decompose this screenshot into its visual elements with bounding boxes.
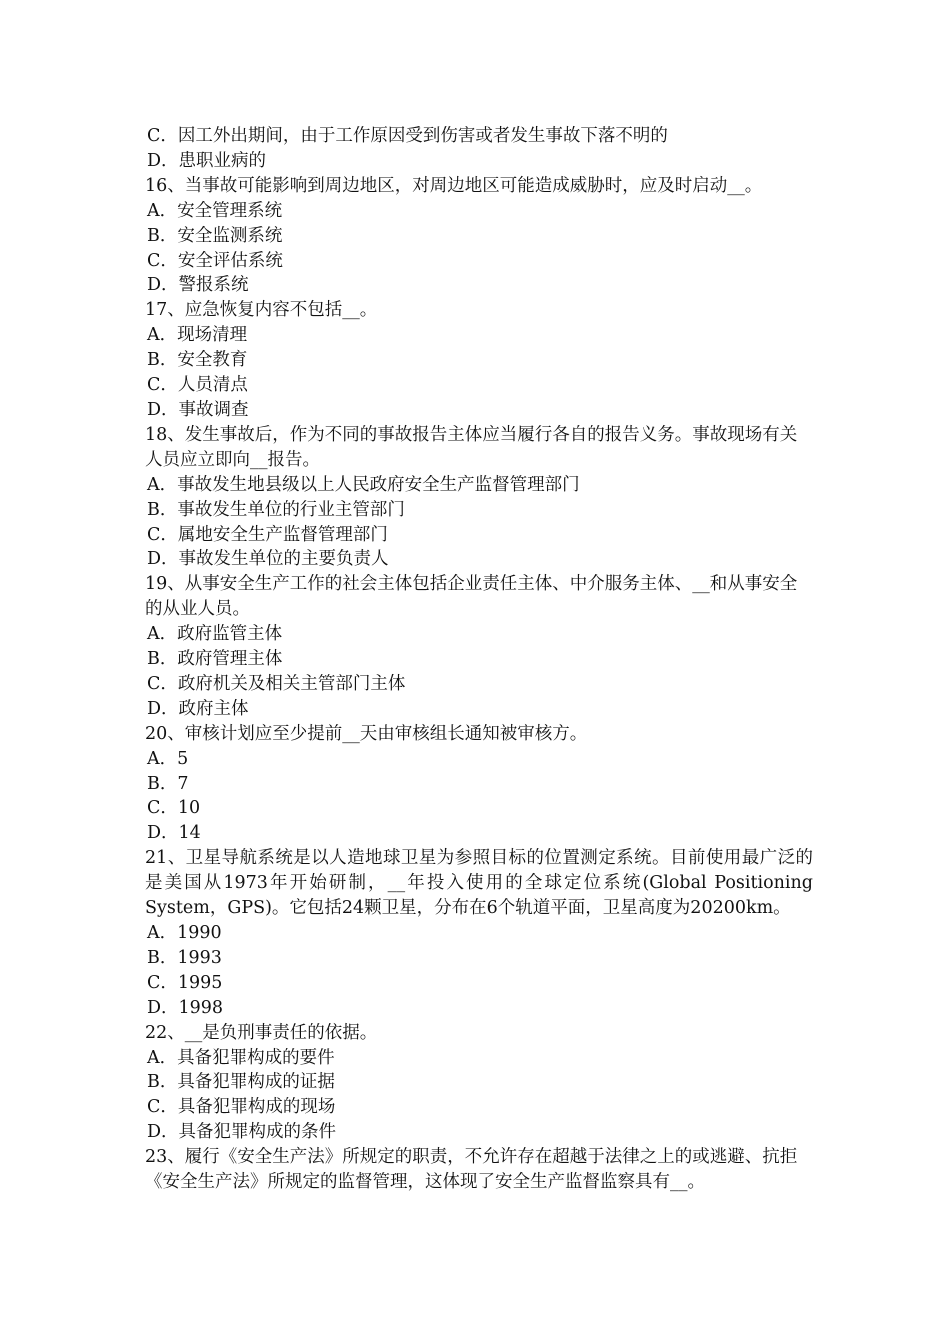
option-b: B．安全教育 (147, 350, 248, 371)
option-d: D．政府主体 (147, 698, 249, 719)
option-b: B．具备犯罪构成的证据 (147, 1072, 335, 1093)
option-d: D．14 (147, 823, 201, 844)
option-d: D．具备犯罪构成的条件 (147, 1122, 337, 1143)
option-d: D．事故调查 (147, 399, 249, 420)
option-b: B．安全监测系统 (147, 225, 283, 246)
option-d: D．警报系统 (147, 275, 249, 296)
option-d: D．事故发生单位的主要负责人 (147, 549, 389, 570)
question-19: 19、从事安全生产工作的社会主体包括企业责任主体、中介服务主体、__和从事安全的从业人员。 (145, 574, 798, 620)
option-b: B．事故发生单位的行业主管部门 (147, 499, 405, 520)
option-a: A．1990 (147, 923, 222, 943)
option-d: D．1998 (147, 997, 224, 1018)
page-content (145, 124, 813, 1195)
question-16: 16、当事故可能影响到周边地区，对周边地区可能造成威胁时，应及时启动__。 (145, 175, 763, 196)
option-b: B．1993 (147, 947, 222, 968)
question-17: 17、应急恢复内容不包括__。 (145, 300, 378, 321)
question-21: 21、卫星导航系统是以人造地球卫星为参照目标的位置测定系统。目前使用最广泛的是美国从1973年开始研制，__年投入使用的全球定位系统(Global Positioning System，GPS)。它包括24颗卫星，分布在6个轨道平面，卫星高度为20200km。 (145, 848, 813, 919)
option-a: A．政府监管主体 (147, 624, 283, 645)
option-a: A．现场清理 (147, 325, 248, 346)
option-c: C．因工外出期间，由于工作原因受到伤害或者发生事故下落不明的 (147, 126, 668, 146)
option-c: C．10 (147, 798, 201, 819)
option-a: A．5 (147, 748, 189, 769)
option-c: C．具备犯罪构成的现场 (147, 1097, 336, 1118)
option-a: A．安全管理系统 (147, 200, 283, 221)
option-a: A．具备犯罪构成的要件 (147, 1047, 335, 1068)
option-b: B．7 (147, 773, 189, 794)
question-20: 20、审核计划应至少提前__天由审核组长通知被审核方。 (145, 723, 588, 744)
option-a: A．事故发生地县级以上人民政府安全生产监督管理部门 (147, 474, 580, 495)
question-22: 22、__是负刑事责任的依据。 (145, 1022, 378, 1043)
question-23: 23、履行《安全生产法》所规定的职责，不允许存在超越于法律之上的或逃避、抗拒《安全生产法》所规定的监督管理，这体现了安全生产监督监察具有__。 (145, 1147, 798, 1193)
option-c: C．1995 (147, 972, 223, 993)
option-c: C．政府机关及相关主管部门主体 (147, 673, 406, 694)
option-c: C．安全评估系统 (147, 250, 283, 271)
question-18: 18、发生事故后，作为不同的事故报告主体应当履行各自的报告义务。事故现场有关人员应立即向__报告。 (145, 424, 798, 470)
option-c: C．属地安全生产监督管理部门 (147, 524, 388, 545)
option-b: B．政府管理主体 (147, 649, 283, 670)
option-d: D．患职业病的 (147, 150, 267, 171)
option-c: C．人员清点 (147, 375, 248, 396)
